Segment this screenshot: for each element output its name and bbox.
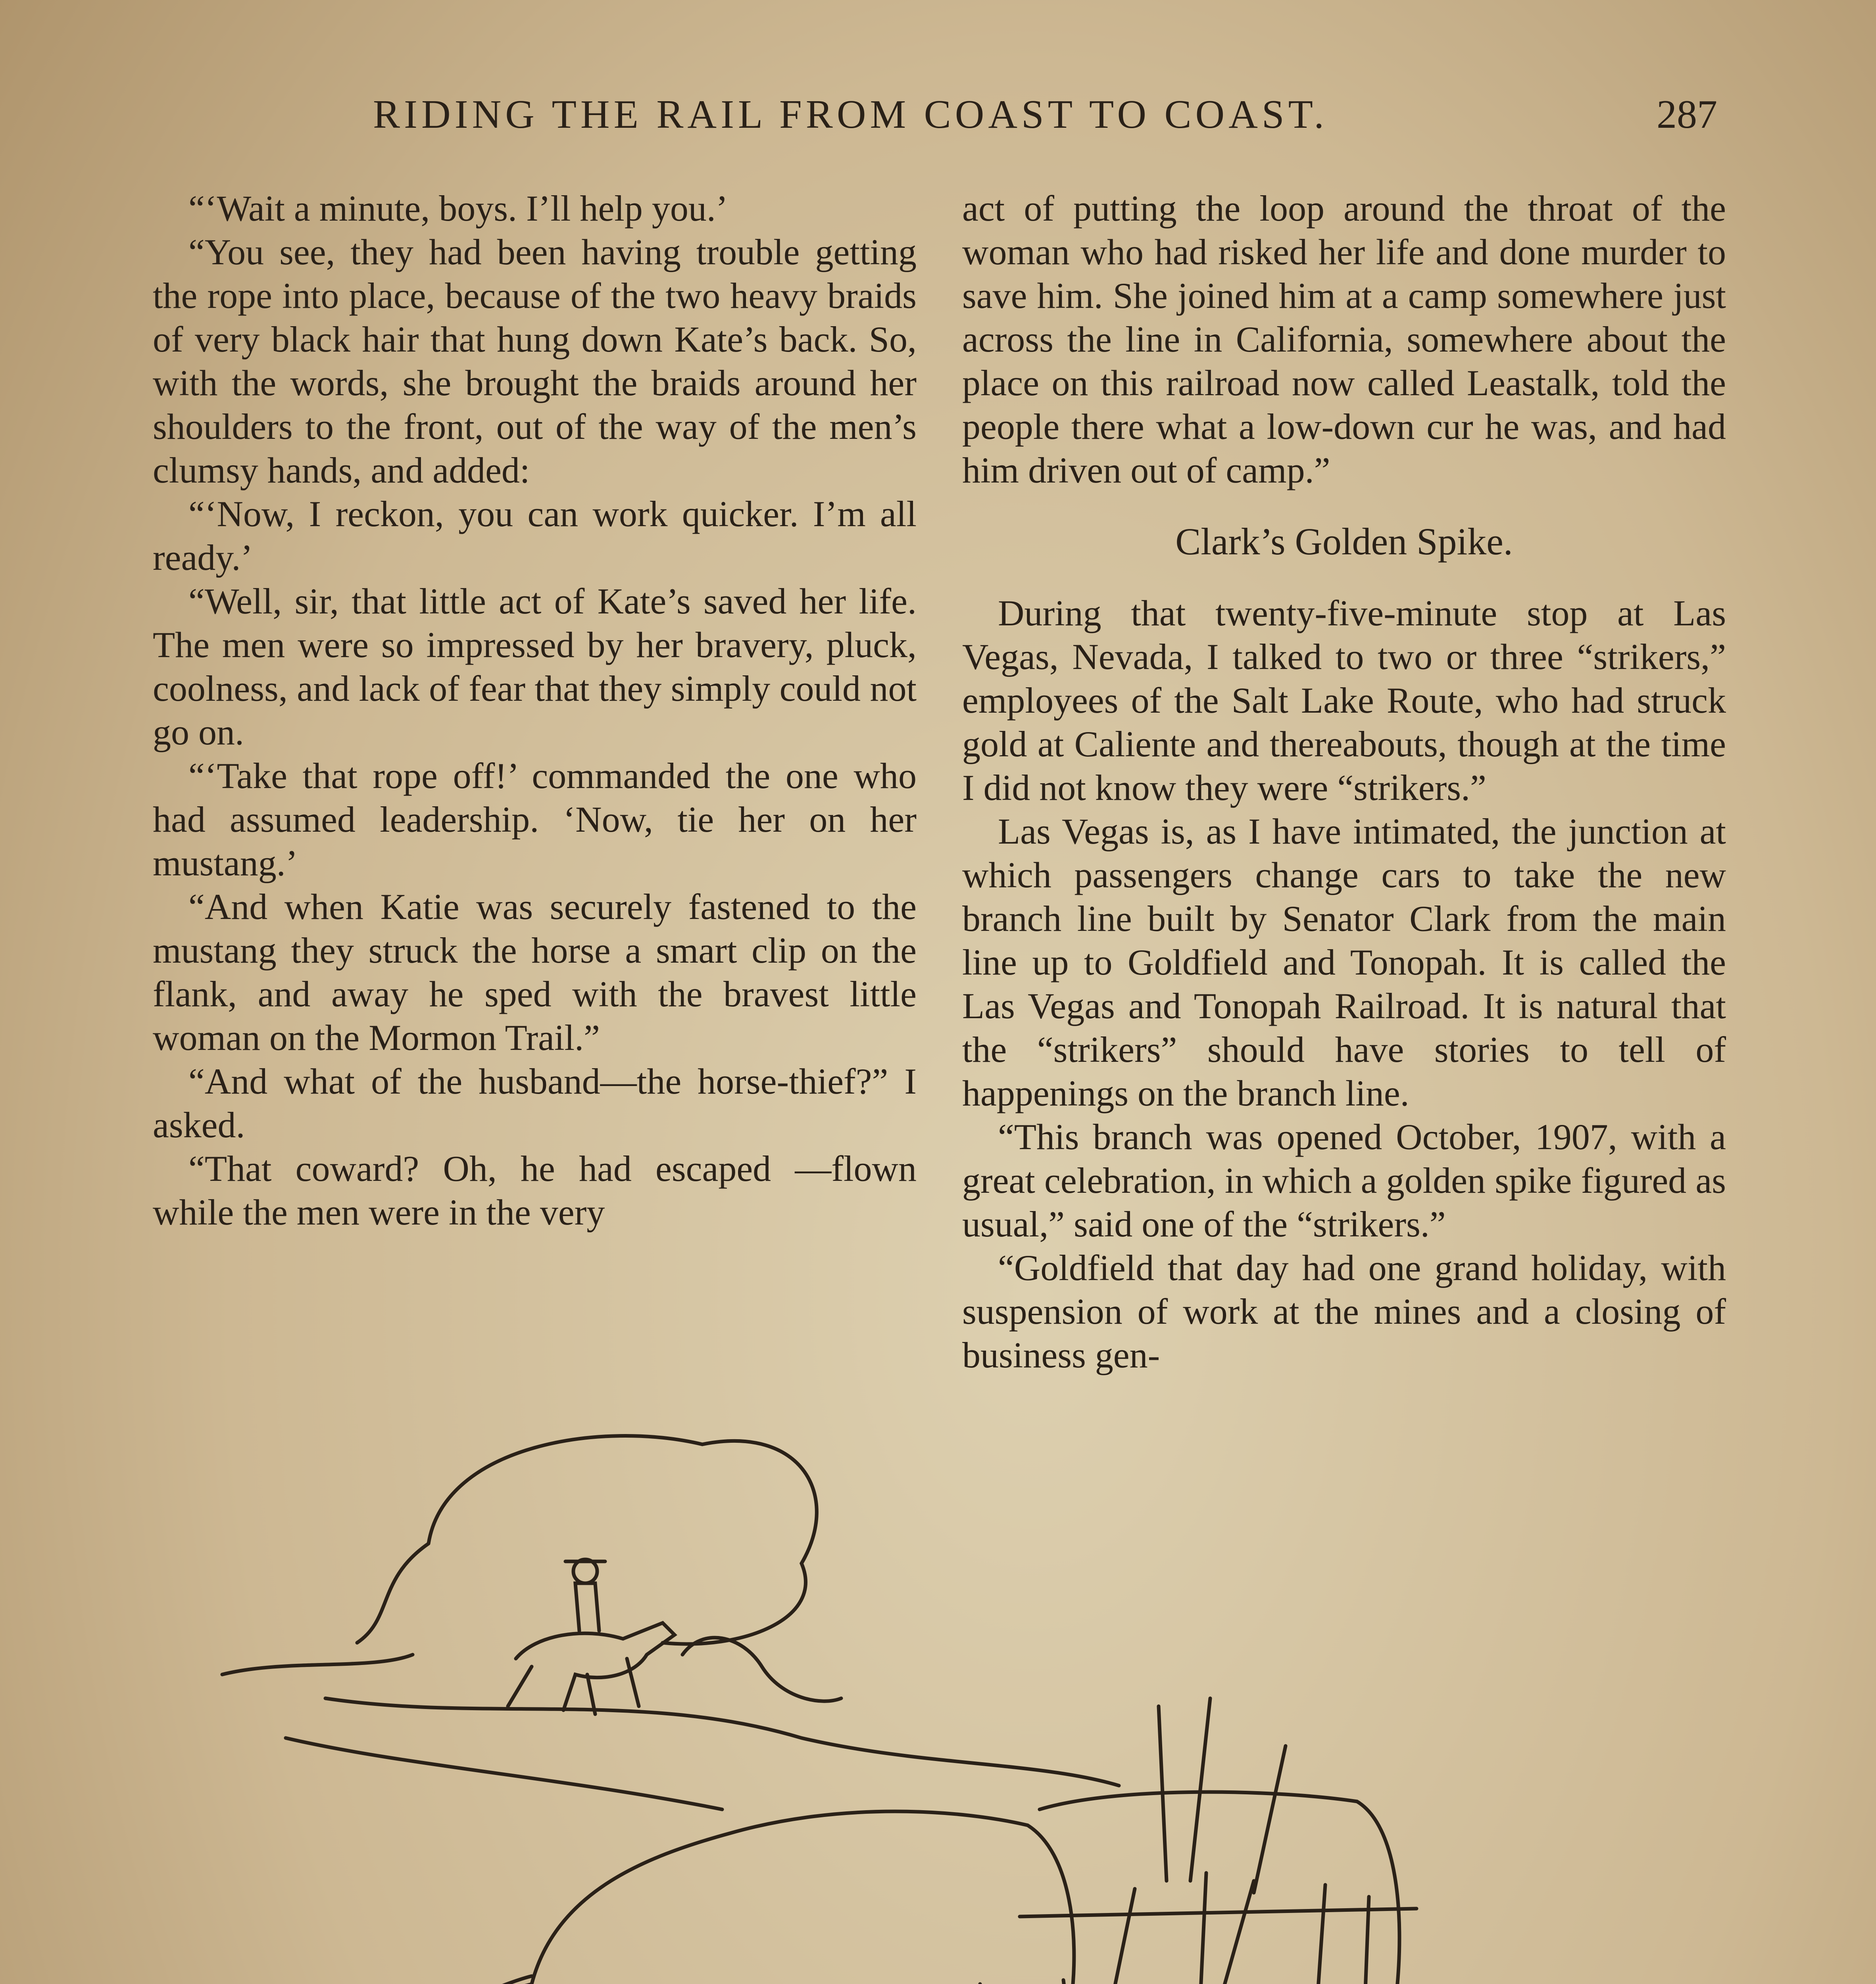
running-title: RIDING THE RAIL FROM COAST TO COAST. <box>373 92 1328 137</box>
left-column <box>153 186 917 1234</box>
paragraph: “This branch was opened October, 1907, with a great celebration, in which a golden spike figured as usual,” said one of the “strikers.” <box>962 1117 1726 1244</box>
section-heading: Clark’s Golden Spike. <box>1175 520 1513 563</box>
paragraph-continuation: act of putting the loop around the throat of the woman who had risked her life and done murder to save him. She joined him at a camp somewhere just across the line in California, somewhere about the place on this railroad now called Leastalk, told the people there what a low-down cur he was, and had him driven out of camp.” <box>962 188 1726 490</box>
right-column <box>962 186 1726 1377</box>
paragraph: Las Vegas is, as I have intimated, the junction at which passengers change cars to take the new branch line built by Senator Clark from the main line up to Goldfield and Tonopah. It is called the Las Vegas and Tonopah Railroad. It is natural that the “strikers” should have stories to tell of happenings on the branch line. <box>962 811 1726 1113</box>
paragraph: During that twenty-five-minute stop at Las Vegas, Nevada, I talked to two or three “strikers,” employees of the Salt Lake Route, who had struck gold at Caliente and thereabouts, though at the time I did not know they were “strikers.” <box>962 593 1726 808</box>
paragraph: “And what of the husband—the horse-thief?” I asked. <box>153 1061 917 1145</box>
paragraph: “‘Wait a minute, boys. I’ll help you.’ <box>188 188 728 229</box>
paragraph: “Goldfield that day had one grand holiday, with suspension of work at the mines and a closing of business gen- <box>962 1248 1726 1375</box>
paragraph: “‘Now, I reckon, you can work quicker. I’m all ready.’ <box>153 494 917 578</box>
paragraph: “And when Katie was securely fastened to the mustang they struck the horse a smart clip on the flank, and away he sped with the bravest little woman on the Mormon Trail.” <box>153 886 917 1058</box>
running-header <box>0 91 1876 155</box>
illustration-propped-carcasses <box>206 1397 1674 1984</box>
paragraph: “‘Take that rope off!’ commanded the one who had assumed leadership. ‘Now, tie her on her mustang.’ <box>153 756 917 883</box>
paragraph: “You see, they had been having trouble getting the rope into place, because of the two heavy braids of very black hair that hung down Kate’s back. So, with the words, she brought the braids around her shoulders to the front, out of the way of the men’s clumsy hands, and added: <box>153 232 917 490</box>
paragraph: “That coward? Oh, he had escaped —flown while the men were in the very <box>153 1148 917 1232</box>
paragraph: “Well, sir, that little act of Kate’s saved her life. The men were so impressed by her bravery, pluck, coolness, and lack of fear that they simply could not go on. <box>153 581 917 752</box>
page-number: 287 <box>1657 92 1717 137</box>
illustration-drawing <box>206 1397 1674 1984</box>
